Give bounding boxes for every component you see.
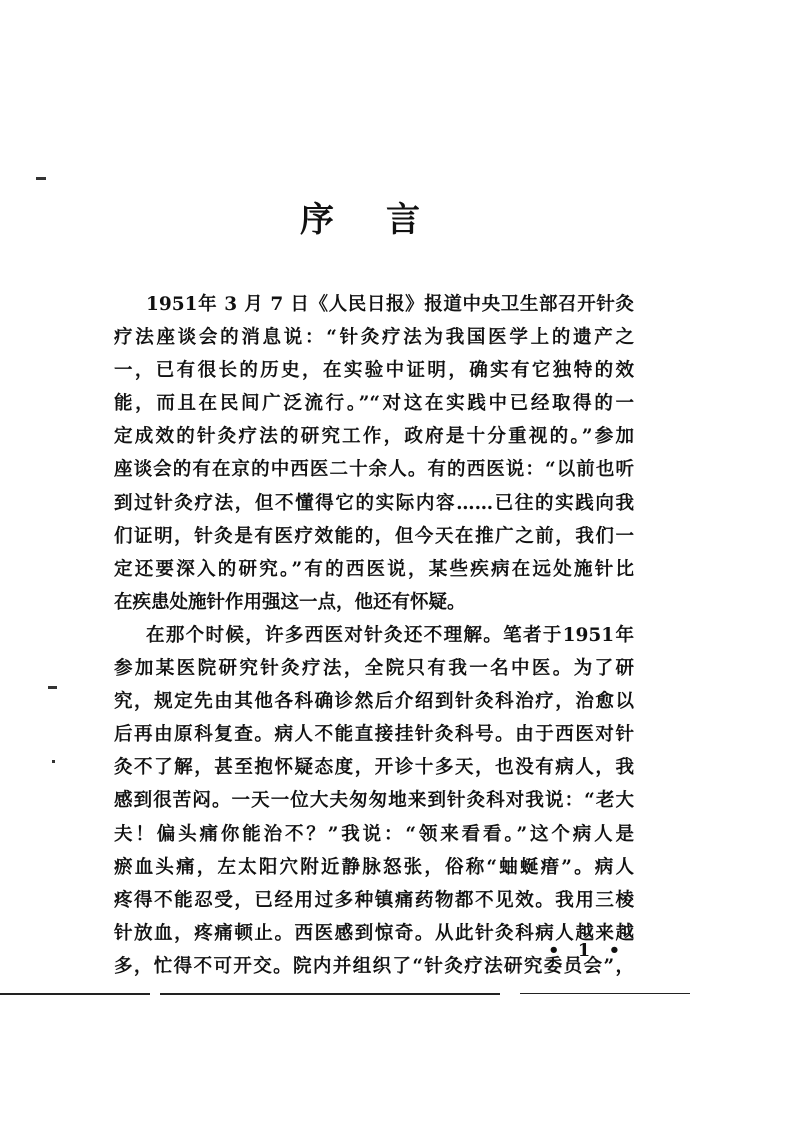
text-line: 疗法座谈会的消息说：“针灸疗法为我国医学上的遗产之 [114, 327, 634, 349]
text-line: 一，已有很长的历史，在实验中证明，确实有它独特的效 [114, 360, 634, 382]
text-line: 瘀血头痛，左太阳穴附近静脉怒张，俗称“蚰蜒瘄”。病人 [114, 856, 634, 878]
text-line: 灸不了解，甚至抱怀疑态度，开诊十多天，也没有病人，我 [114, 757, 634, 779]
text-line: 能，而且在民间广泛流行。”“对这在实践中已经取得的一 [114, 393, 634, 415]
text-line: 1951年 3 月 7 日《人民日报》报道中央卫生部召开针灸 [146, 294, 634, 315]
text-line: 座谈会的有在京的中西医二十余人。有的西医说：“以前也听 [114, 459, 634, 481]
scan-edge-line [520, 993, 690, 994]
text-line: 疼得不能忍受，已经用过多种镇痛药物都不见效。我用三棱 [114, 889, 634, 911]
text-line: 定成效的针灸疗法的研究工作，政府是十分重视的。”参加 [114, 426, 634, 448]
text-line: 感到很苦闷。一天一位大夫匆匆地来到针灸科对我说：“老大 [114, 790, 634, 812]
text-line: 针放血，疼痛顿止。西医感到惊奇。从此针灸科病人越来越 [114, 922, 634, 944]
page-number: • 1 • [548, 940, 627, 961]
text-line: 夫！偏头痛你能治不？”我说：“领来看看。”这个病人是 [114, 823, 634, 845]
text-line: 定还要深入的研究。”有的西医说，某些疾病在远处施针比 [114, 558, 634, 580]
text-line: 在疾患处施针作用强这一点，他还有怀疑。 [114, 591, 466, 613]
body-text [114, 288, 634, 983]
text-line: 们证明，针灸是有医疗效能的，但今天在推广之前，我们一 [114, 525, 634, 547]
page-title [300, 192, 420, 241]
text-line: 后再由原科复查。病人不能直接挂针灸科号。由于西医对针 [114, 724, 634, 746]
text-line: 到过针灸疗法，但不懂得它的实际内容……已往的实践向我 [114, 492, 634, 514]
title-char: 言 [386, 200, 420, 240]
text-line: 究，规定先由其他各科确诊然后介绍到针灸科治疗，治愈以 [114, 691, 634, 713]
text-line: 参加某医院研究针灸疗法，全院只有我一名中医。为了研 [114, 658, 634, 680]
text-line: 在那个时候，许多西医对针灸还不理解。笔者于1951年 [146, 624, 634, 646]
scan-edge-line [0, 993, 150, 995]
scan-edge-line [160, 993, 500, 995]
text-line: 多，忙得不可开交。院内并组织了“针灸疗法研究委员会”， [114, 955, 634, 977]
title-char: 序 [300, 200, 334, 240]
